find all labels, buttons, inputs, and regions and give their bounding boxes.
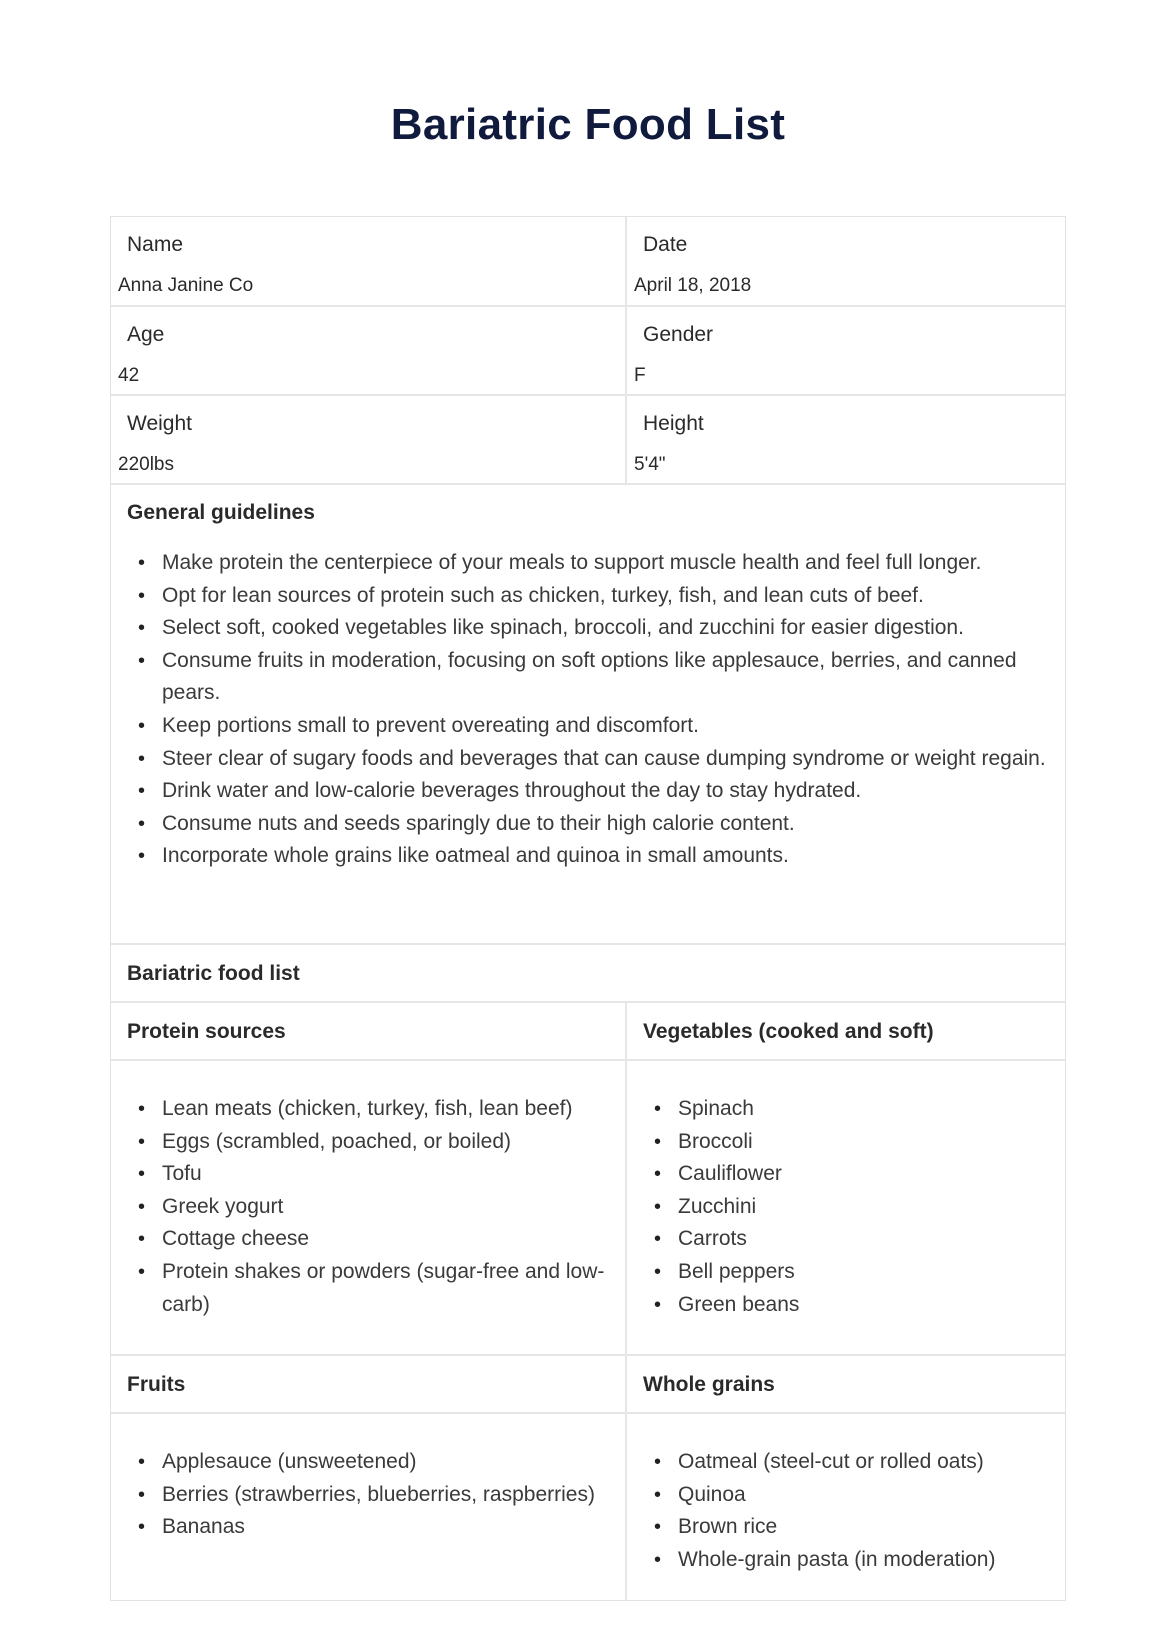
list-item: • Applesauce (unsweetened) xyxy=(111,1446,625,1479)
list-item: • Consume fruits in moderation, focusing on soft options like applesauce, berries, and canned pears. xyxy=(111,645,1065,710)
protein-header-cell xyxy=(111,1003,627,1059)
list-item: • Cauliflower xyxy=(627,1158,1065,1191)
gender-cell xyxy=(627,307,1065,394)
document-title: Bariatric Food List xyxy=(390,100,786,149)
list-item: • Eggs (scrambled, poached, or boiled) xyxy=(111,1126,625,1159)
category-list-row-1 xyxy=(111,1061,1065,1356)
list-item: • Bananas xyxy=(111,1511,625,1544)
name-label: Name xyxy=(127,233,184,256)
list-item: • Tofu xyxy=(111,1158,625,1191)
gender-label: Gender xyxy=(643,323,714,346)
vegetables-title: Vegetables (cooked and soft) xyxy=(643,1020,934,1043)
list-item: • Steer clear of sugary foods and beverages that can cause dumping syndrome or weight regain. xyxy=(111,743,1065,776)
fruits-title: Fruits xyxy=(127,1373,186,1396)
list-item: • Zucchini xyxy=(627,1191,1065,1224)
food-list-header-cell xyxy=(111,945,1065,1001)
grains-list xyxy=(627,1414,1065,1576)
gender-value: F xyxy=(634,365,646,386)
info-row-weight-height xyxy=(111,396,1065,485)
guidelines-section xyxy=(111,485,1065,945)
height-value: 5'4" xyxy=(634,454,666,475)
fruits-list xyxy=(111,1414,625,1544)
protein-title: Protein sources xyxy=(127,1020,286,1043)
list-item: • Opt for lean sources of protein such as chicken, turkey, fish, and lean cuts of beef. xyxy=(111,580,1065,613)
list-item: • Keep portions small to prevent overeating and discomfort. xyxy=(111,710,1065,743)
vegetables-list-cell xyxy=(627,1061,1065,1354)
date-label: Date xyxy=(643,233,688,256)
height-label: Height xyxy=(643,412,704,435)
date-value: April 18, 2018 xyxy=(634,275,752,296)
food-list-title: Bariatric food list xyxy=(127,962,300,985)
list-item: • Make protein the centerpiece of your meals to support muscle health and feel full longer. xyxy=(111,547,1065,580)
list-item: • Consume nuts and seeds sparingly due to their high calorie content. xyxy=(111,808,1065,841)
age-value: 42 xyxy=(118,365,140,386)
list-item: • Lean meats (chicken, turkey, fish, lean beef) xyxy=(111,1093,625,1126)
height-cell xyxy=(627,396,1065,483)
list-item: • Brown rice xyxy=(627,1511,1065,1544)
guidelines-cell xyxy=(111,485,1065,943)
list-item: • Carrots xyxy=(627,1223,1065,1256)
fruits-header-cell xyxy=(111,1356,627,1412)
list-item: • Whole-grain pasta (in moderation) xyxy=(627,1544,1065,1577)
list-item: • Quinoa xyxy=(627,1479,1065,1512)
list-item: • Green beans xyxy=(627,1289,1065,1322)
vegetables-header-cell xyxy=(627,1003,1065,1059)
weight-value: 220lbs xyxy=(118,454,174,475)
guidelines-list xyxy=(111,547,1065,873)
protein-list-cell xyxy=(111,1061,627,1354)
age-cell xyxy=(111,307,627,394)
category-header-row-1 xyxy=(111,1003,1065,1061)
grains-header-cell xyxy=(627,1356,1065,1412)
list-item: • Berries (strawberries, blueberries, raspberries) xyxy=(111,1479,625,1512)
info-row-name-date xyxy=(111,217,1065,307)
list-item: • Oatmeal (steel-cut or rolled oats) xyxy=(627,1446,1065,1479)
name-cell xyxy=(111,217,627,305)
list-item: • Incorporate whole grains like oatmeal and quinoa in small amounts. xyxy=(111,840,1065,873)
grains-list-cell xyxy=(627,1414,1065,1600)
guidelines-title: General guidelines xyxy=(127,501,315,524)
food-list-sheet xyxy=(110,216,1066,1601)
date-cell xyxy=(627,217,1065,305)
list-item: • Spinach xyxy=(627,1093,1065,1126)
age-label: Age xyxy=(127,323,165,346)
weight-cell xyxy=(111,396,627,483)
list-item: • Protein shakes or powders (sugar-free and low-carb) xyxy=(111,1256,625,1321)
list-item: • Cottage cheese xyxy=(111,1223,625,1256)
grains-title: Whole grains xyxy=(643,1373,775,1396)
name-value: Anna Janine Co xyxy=(118,275,254,296)
category-header-row-2 xyxy=(111,1356,1065,1414)
list-item: • Select soft, cooked vegetables like spinach, broccoli, and zucchini for easier digestion. xyxy=(111,612,1065,645)
list-item: • Broccoli xyxy=(627,1126,1065,1159)
list-item: • Drink water and low-calorie beverages throughout the day to stay hydrated. xyxy=(111,775,1065,808)
list-item: • Greek yogurt xyxy=(111,1191,625,1224)
food-list-header-row xyxy=(111,945,1065,1003)
category-list-row-2 xyxy=(111,1414,1065,1600)
info-row-age-gender xyxy=(111,307,1065,396)
protein-list xyxy=(111,1061,625,1321)
fruits-list-cell xyxy=(111,1414,627,1600)
list-item: • Bell peppers xyxy=(627,1256,1065,1289)
vegetables-list xyxy=(627,1061,1065,1321)
weight-label: Weight xyxy=(127,412,192,435)
